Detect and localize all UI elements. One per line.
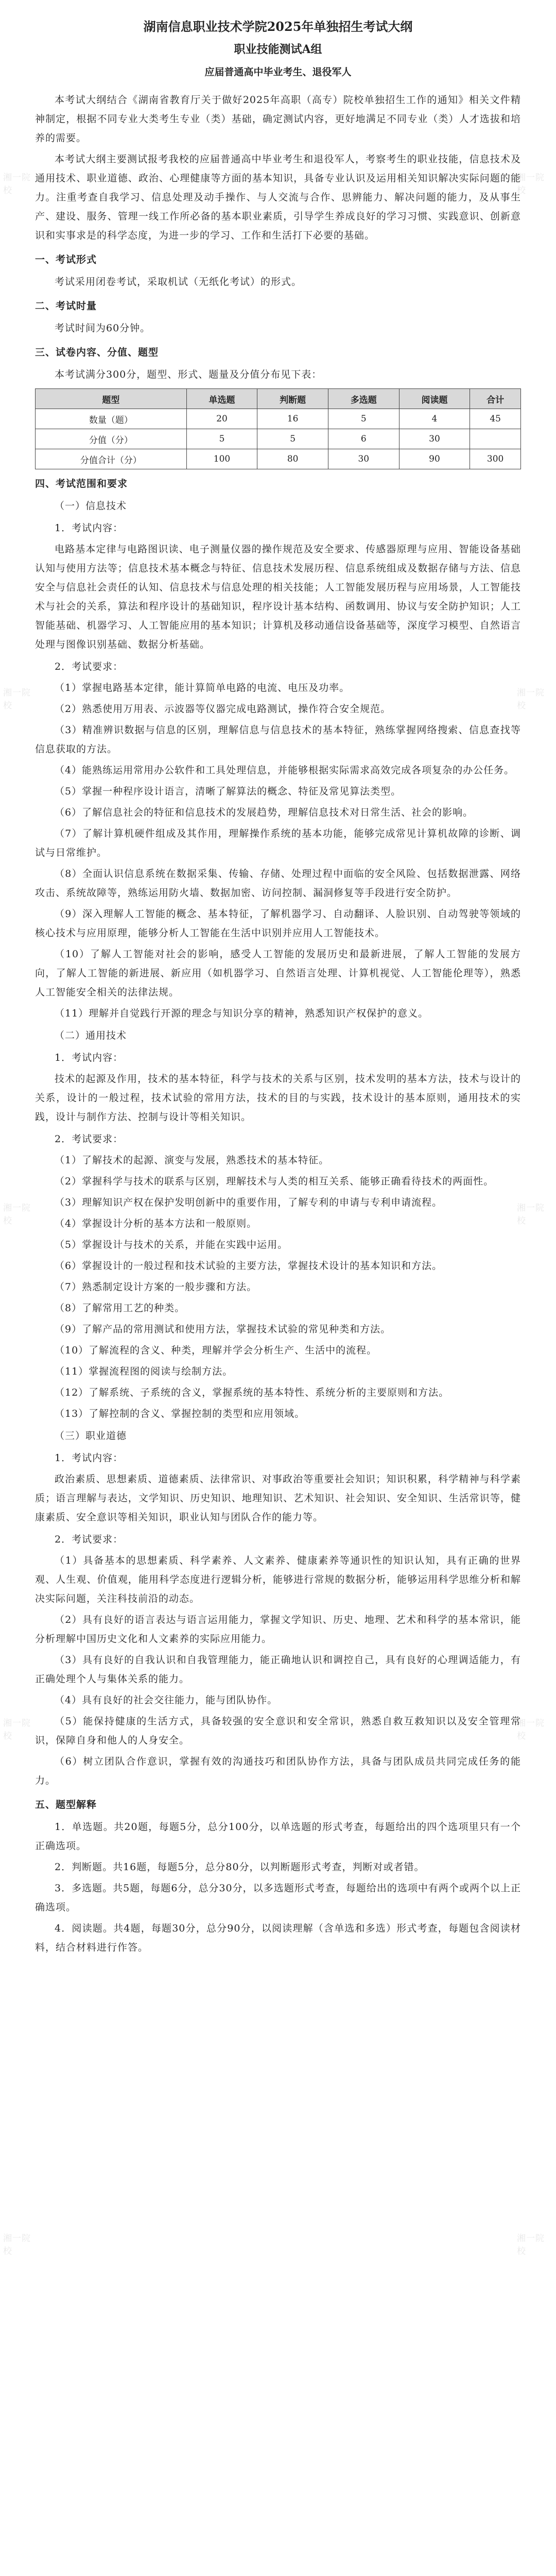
- requirement-item: （9）深入理解人工智能的概念、基本特征，了解机器学习、自动翻译、人脸识别、自动驾驶等领域的核心技术与应用原理，能够分析人工智能在生活中识别并应用人工智能技术。: [35, 908, 521, 939]
- requirement-item: （10）了解流程的含义、种类，理解并学会分析生产、生活中的流程。: [55, 1345, 377, 1356]
- watermark-logo: 湘一院校: [517, 173, 545, 196]
- section-heading-exam-time: 二、考试时量: [35, 300, 97, 312]
- requirement-item: （3）理解知识产权在保护发明创新中的重要作用，了解专利的申请与专利申请流程。: [55, 1197, 443, 1208]
- watermark-logo: 湘一院校: [517, 2233, 545, 2257]
- table-cell: 6: [328, 429, 399, 449]
- table-cell: 4: [399, 409, 470, 429]
- content-label: 1．考试内容：: [55, 522, 124, 534]
- subsection-title-general-tech: （二）通用技术: [55, 1030, 127, 1041]
- table-header-cell: 多选题: [328, 389, 399, 409]
- section-body-exam-content: 本考试满分300分，题型、形式、题量及分值分布见下表：: [55, 369, 322, 380]
- watermark-logo: 湘一院校: [517, 1203, 545, 1226]
- table-header-row: [36, 389, 521, 409]
- requirement-item: （6）树立团队合作意识，掌握有效的沟通技巧和团队协作方法，具备与团队成员共同完成任务的能力。: [35, 1756, 521, 1786]
- requirement-item: （2）掌握科学与技术的联系与区别，理解技术与人类的相互关系、能够正确看待技术的两面性。: [55, 1176, 494, 1187]
- requirement-item: （4）能熟练运用常用办公软件和工具处理信息，并能够根据实际需求高效完成各项复杂的办公任务。: [55, 765, 515, 776]
- requirement-item: （8）全面认识信息系统在数据采集、传输、存储、处理过程中面临的安全风险、包括数据泄露、网络攻击、系统故障等，熟练运用防火墙、数据加密、访问控制、漏洞修复等手段进行安全防护。: [35, 868, 521, 899]
- requirement-item: （3）精准辨识数据与信息的区别，理解信息与信息技术的基本特征，熟练掌握网络搜索、信息查找等信息获取的方法。: [35, 724, 521, 755]
- table-cell: 45: [470, 409, 521, 429]
- content-label: 1．考试内容：: [55, 1452, 124, 1464]
- requirements-label: 2．考试要求：: [55, 1534, 124, 1545]
- watermark-logo: 湘一院校: [517, 688, 545, 711]
- requirement-item: （7）熟悉制定设计方案的一般步骤和方法。: [55, 1281, 257, 1293]
- watermark-logo: 湘一院校: [3, 1718, 31, 1741]
- intro-paragraph: 本考试大纲主要测试报考我校的应届普通高中毕业考生和退役军人，考察考生的职业技能，信息技术及通用技术、职业道德、政治、心理健康等方面的基本知识，具备专业认识及运用相关知识解决实际问题的能力。注重考查自我学习、信息处理及动手操作、与人交流与合作、思辨能力、解决问题的能力，及从事生产、建设、服务、管理一线工作所必备的基本职业素质，引导学生养成良好的学习习惯、实践意识、创新意识和实事求是的科学态度，为进一步的学习、工作和生活打下必要的基础。: [35, 154, 521, 241]
- question-type-item: 4．阅读题。共4题，每题30分，总分90分，以阅读理解（含单选和多选）形式考查，每题包含阅读材料，结合材料进行作答。: [35, 1923, 521, 1953]
- requirement-item: （1）具备基本的思想素质、科学素养、人文素养、健康素养等通识性的知识认知，具有正确的世界观、人生观、价值观，能用科学态度进行逻辑分析，能够进行常规的数据分析，能够运用科学思维分析和解决实际问题，关注科技前沿的动态。: [35, 1555, 521, 1604]
- content-paragraph: 政治素质、思想素质、道德素质、法律常识、对事政治等重要社会知识；知识积累，科学精神与科学素质；语言理解与表达，文学知识、历史知识、地理知识、艺术知识、社会知识、安全知识、生活常识等，健康素质、安全意识等相关知识，职业认知与团队合作的能力等。: [35, 1473, 521, 1523]
- watermark-logo: 湘一院校: [3, 173, 31, 196]
- table-header-cell: 判断题: [257, 389, 328, 409]
- content-paragraph: 技术的起源及作用，技术的基本特征，科学与技术的关系与区别，技术发明的基本方法，技术与设计的关系，设计的一般过程，技术试验的常用方法，技术的目的与实践，技术设计的基本原则，通用技术的实践，设计与制作方法、控制与设计等相关知识。: [35, 1073, 521, 1123]
- table-header-cell: 阅读题: [399, 389, 470, 409]
- section-heading-question-types: 五、题型解释: [35, 1799, 97, 1810]
- requirement-item: （11）掌握流程图的阅读与绘制方法。: [55, 1366, 233, 1377]
- requirement-item: （9）了解产品的常用测试和使用方法，掌握技术试验的常见种类和方法。: [55, 1324, 391, 1335]
- table-header-cell: 题型: [36, 389, 187, 409]
- table-cell: 5: [328, 409, 399, 429]
- requirement-item: （5）能保持健康的生活方式，具备较强的安全意识和安全常识，熟悉自救互救知识以及安全管理常识，保障自身和他人的人身安全。: [35, 1716, 521, 1746]
- section-body-exam-form: 考试采用闭卷考试，采取机试（无纸化考试）的形式。: [55, 276, 302, 287]
- table-cell: 30: [328, 449, 399, 469]
- watermark-logo: 湘一院校: [3, 1203, 31, 1226]
- content-label: 1．考试内容：: [55, 1052, 124, 1063]
- question-type-item: 3．多选题。共5题，每题6分，总分30分，以多选题形式考查，每题给出的选项中有两个或两个以上正确选项。: [35, 1883, 521, 1913]
- requirement-item: （10）了解人工智能对社会的影响，感受人工智能的发展历史和最新进展，了解人工智能的发展方向，了解人工智能的新进展、新应用（如机器学习、自然语言处理、计算机视觉、人工智能伦理等），熟悉人工智能安全相关的法律法规。: [35, 948, 521, 998]
- table-row: [36, 409, 521, 429]
- table-cell: 分值（分）: [36, 429, 187, 449]
- intro-paragraph: 本考试大纲结合《湖南省教育厅关于做好2025年高职（高专）院校单独招生工作的通知》相关文件精神制定，根据不同专业大类考生专业（类）基础，确定测试内容，更好地满足不同专业（类）人才选拔和培养的需要。: [35, 94, 521, 144]
- question-type-item: 2．判断题。共16题，每题5分，总分80分，以判断题形式考查，判断对或者错。: [55, 1861, 425, 1873]
- applicability-note: 应届普通高中毕业考生、退役军人: [204, 66, 352, 78]
- document-title: 湖南信息职业技术学院2025年单独招生考试大纲: [143, 19, 413, 34]
- requirement-item: （11）理解并自觉践行开源的理念与知识分享的精神，熟悉知识产权保护的意义。: [55, 1008, 429, 1019]
- requirement-item: （4）掌握设计分析的基本方法和一般原则。: [55, 1218, 257, 1229]
- requirement-item: （5）掌握一种程序设计语言，清晰了解算法的概念、特征及常见算法类型。: [55, 786, 402, 797]
- section-heading-exam-content: 三、试卷内容、分值、题型: [35, 347, 159, 358]
- score-table: [35, 388, 521, 469]
- subsection-title-professional-ethics: （三）职业道德: [55, 1430, 127, 1442]
- table-row: [36, 449, 521, 469]
- table-cell: 90: [399, 449, 470, 469]
- requirement-item: （8）了解常用工艺的种类。: [55, 1302, 185, 1314]
- table-header-cell: 合计: [470, 389, 521, 409]
- table-cell: 分值合计（分）: [36, 449, 187, 469]
- document-subtitle: 职业技能测试A组: [234, 43, 322, 56]
- requirement-item: （6）掌握设计的一般过程和技术试验的主要方法，掌握技术设计的基本知识和方法。: [55, 1260, 443, 1272]
- table-header-cell: 单选题: [186, 389, 257, 409]
- table-cell: 20: [186, 409, 257, 429]
- requirement-item: （3）具有良好的自我认识和自我管理能力，能正确地认识和调控自己，具有良好的心理调适能力，有正确处理个人与集体关系的能力。: [35, 1654, 521, 1685]
- requirement-item: （2）具有良好的语言表达与语言运用能力，掌握文学知识、历史、地理、艺术和科学的基本常识，能分析理解中国历史文化和人文素养的实际应用能力。: [35, 1614, 521, 1645]
- requirement-item: （12）了解系统、子系统的含义，掌握系统的基本特性、系统分析的主要原则和方法。: [55, 1387, 449, 1398]
- table-cell: 80: [257, 449, 328, 469]
- question-type-item: 1．单选题。共20题，每题5分，总分100分，以单选题的形式考查，每题给出的四个选项里只有一个正确选项。: [35, 1821, 521, 1852]
- table-cell: 数量（题）: [36, 409, 187, 429]
- requirements-label: 2．考试要求：: [55, 661, 124, 672]
- content-paragraph: 电路基本定律与电路图识读、电子测量仪器的操作规范及安全要求、传感器原理与应用、智能设备基础认知与使用方法等；信息技术基本概念与特征、信息技术发展历程、信息系统组成及数据存储与方法、信息安全与信息社会责任的认知、信息技术与信息处理的相关技能；人工智能发展历程与应用场景，人工智能技术与社会的关系，算法和程序设计的基础知识，程序设计基本结构、函数调用、协议与安全防护知识；人工智能基础、机器学习、人工智能应用的基本知识；计算机及移动通信设备基础等，深度学习模型、自然语言处理与图像识别基础、数据分析基础。: [35, 544, 521, 650]
- table-cell: [470, 429, 521, 449]
- watermark-logo: 湘一院校: [3, 2233, 31, 2257]
- table-row: [36, 429, 521, 449]
- requirement-item: （1）了解技术的起源、演变与发展，熟悉技术的基本特征。: [55, 1155, 329, 1166]
- watermark-logo: 湘一院校: [517, 1718, 545, 1741]
- requirement-item: （13）了解控制的含义、掌握控制的类型和应用领域。: [55, 1408, 305, 1419]
- watermark-logo: 湘一院校: [3, 688, 31, 711]
- requirement-item: （6）了解信息社会的特征和信息技术的发展趋势，理解信息技术对日常生活、社会的影响。: [55, 807, 474, 818]
- requirement-item: （2）熟悉使用万用表、示波器等仪器完成电路测试，操作符合安全规范。: [55, 703, 391, 715]
- requirement-item: （5）掌握设计与技术的关系，并能在实践中运用。: [55, 1239, 288, 1250]
- table-cell: 300: [470, 449, 521, 469]
- requirement-item: （1）掌握电路基本定律，能计算简单电路的电流、电压及功率。: [55, 682, 350, 693]
- table-cell: 5: [257, 429, 328, 449]
- subsection-title-info-tech: （一）信息技术: [55, 500, 127, 512]
- table-cell: 5: [186, 429, 257, 449]
- section-heading-exam-scope: 四、考试范围和要求: [35, 478, 128, 489]
- requirement-item: （7）了解计算机硬件组成及其作用，理解操作系统的基本功能，能够完成常见计算机故障的诊断、调试与日常维护。: [35, 828, 521, 858]
- table-cell: 100: [186, 449, 257, 469]
- requirement-item: （4）具有良好的社会交往能力，能与团队协作。: [55, 1694, 278, 1706]
- section-body-exam-time: 考试时间为60分钟。: [55, 323, 151, 334]
- table-cell: 30: [399, 429, 470, 449]
- section-heading-exam-form: 一、考试形式: [35, 254, 97, 265]
- requirements-label: 2．考试要求：: [55, 1133, 124, 1145]
- table-cell: 16: [257, 409, 328, 429]
